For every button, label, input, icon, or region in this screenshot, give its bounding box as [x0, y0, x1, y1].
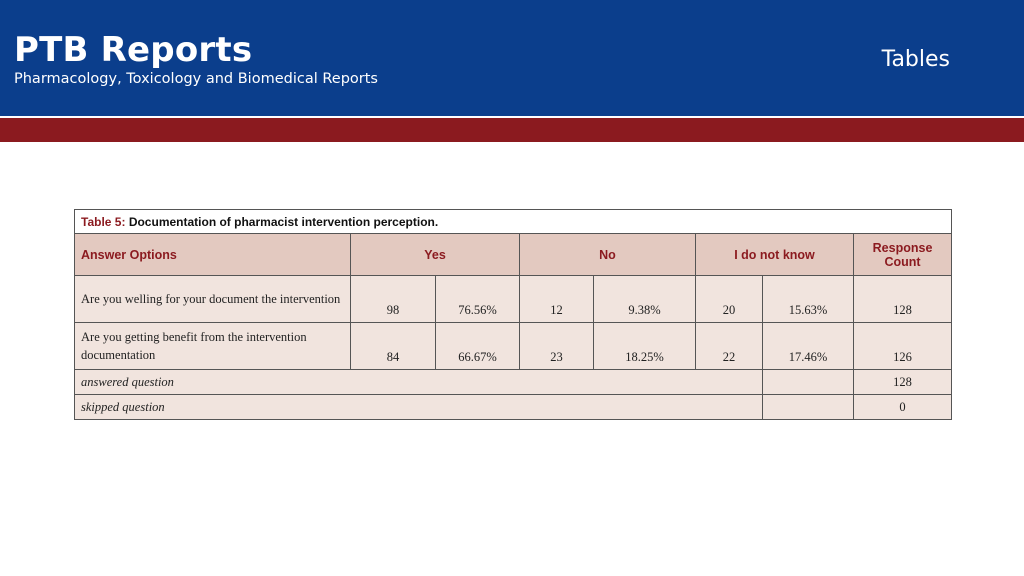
skipped-question-row — [75, 395, 952, 420]
brand-title: PTB Reports — [14, 30, 253, 70]
question-cell: Are you getting benefit from the intervention documentation — [75, 323, 351, 370]
header-yes: Yes — [351, 234, 520, 276]
dont-know-count-cell: 22 — [696, 323, 763, 370]
data-table — [74, 209, 952, 420]
table-row — [75, 276, 952, 323]
question-cell: Are you welling for your document the intervention — [75, 276, 351, 323]
table-caption-row — [75, 210, 952, 234]
table-row — [75, 323, 952, 370]
skipped-question-label: skipped question — [75, 395, 763, 420]
header-answer-options: Answer Options — [75, 234, 351, 276]
answered-question-label: answered question — [75, 370, 763, 395]
answered-question-value: 128 — [854, 370, 952, 395]
yes-percent-cell: 76.56% — [436, 276, 520, 323]
table-header-row — [75, 234, 952, 276]
accent-band — [0, 118, 1024, 142]
caption-label: Table 5: — [81, 214, 126, 229]
skipped-question-empty-cell — [763, 395, 854, 420]
brand-subtitle: Pharmacology, Toxicology and Biomedical Reports — [14, 71, 378, 87]
yes-count-cell: 98 — [351, 276, 436, 323]
no-percent-cell: 9.38% — [594, 276, 696, 323]
header-banner — [0, 0, 1024, 116]
response-count-cell: 126 — [854, 323, 952, 370]
dont-know-count-cell: 20 — [696, 276, 763, 323]
caption-text: Documentation of pharmacist intervention perception. — [128, 214, 439, 229]
answered-question-row — [75, 370, 952, 395]
answered-question-empty-cell — [763, 370, 854, 395]
yes-percent-cell: 66.67% — [436, 323, 520, 370]
response-count-cell: 128 — [854, 276, 952, 323]
dont-know-percent-cell: 15.63% — [763, 276, 854, 323]
no-count-cell: 12 — [520, 276, 594, 323]
header-dont-know: I do not know — [696, 234, 854, 276]
section-title: Tables — [881, 47, 950, 72]
no-percent-cell: 18.25% — [594, 323, 696, 370]
dont-know-percent-cell: 17.46% — [763, 323, 854, 370]
no-count-cell: 23 — [520, 323, 594, 370]
skipped-question-value: 0 — [854, 395, 952, 420]
data-table-container — [74, 209, 951, 420]
header-response-count: Response Count — [854, 234, 952, 276]
header-no: No — [520, 234, 696, 276]
table-caption — [75, 210, 952, 234]
yes-count-cell: 84 — [351, 323, 436, 370]
